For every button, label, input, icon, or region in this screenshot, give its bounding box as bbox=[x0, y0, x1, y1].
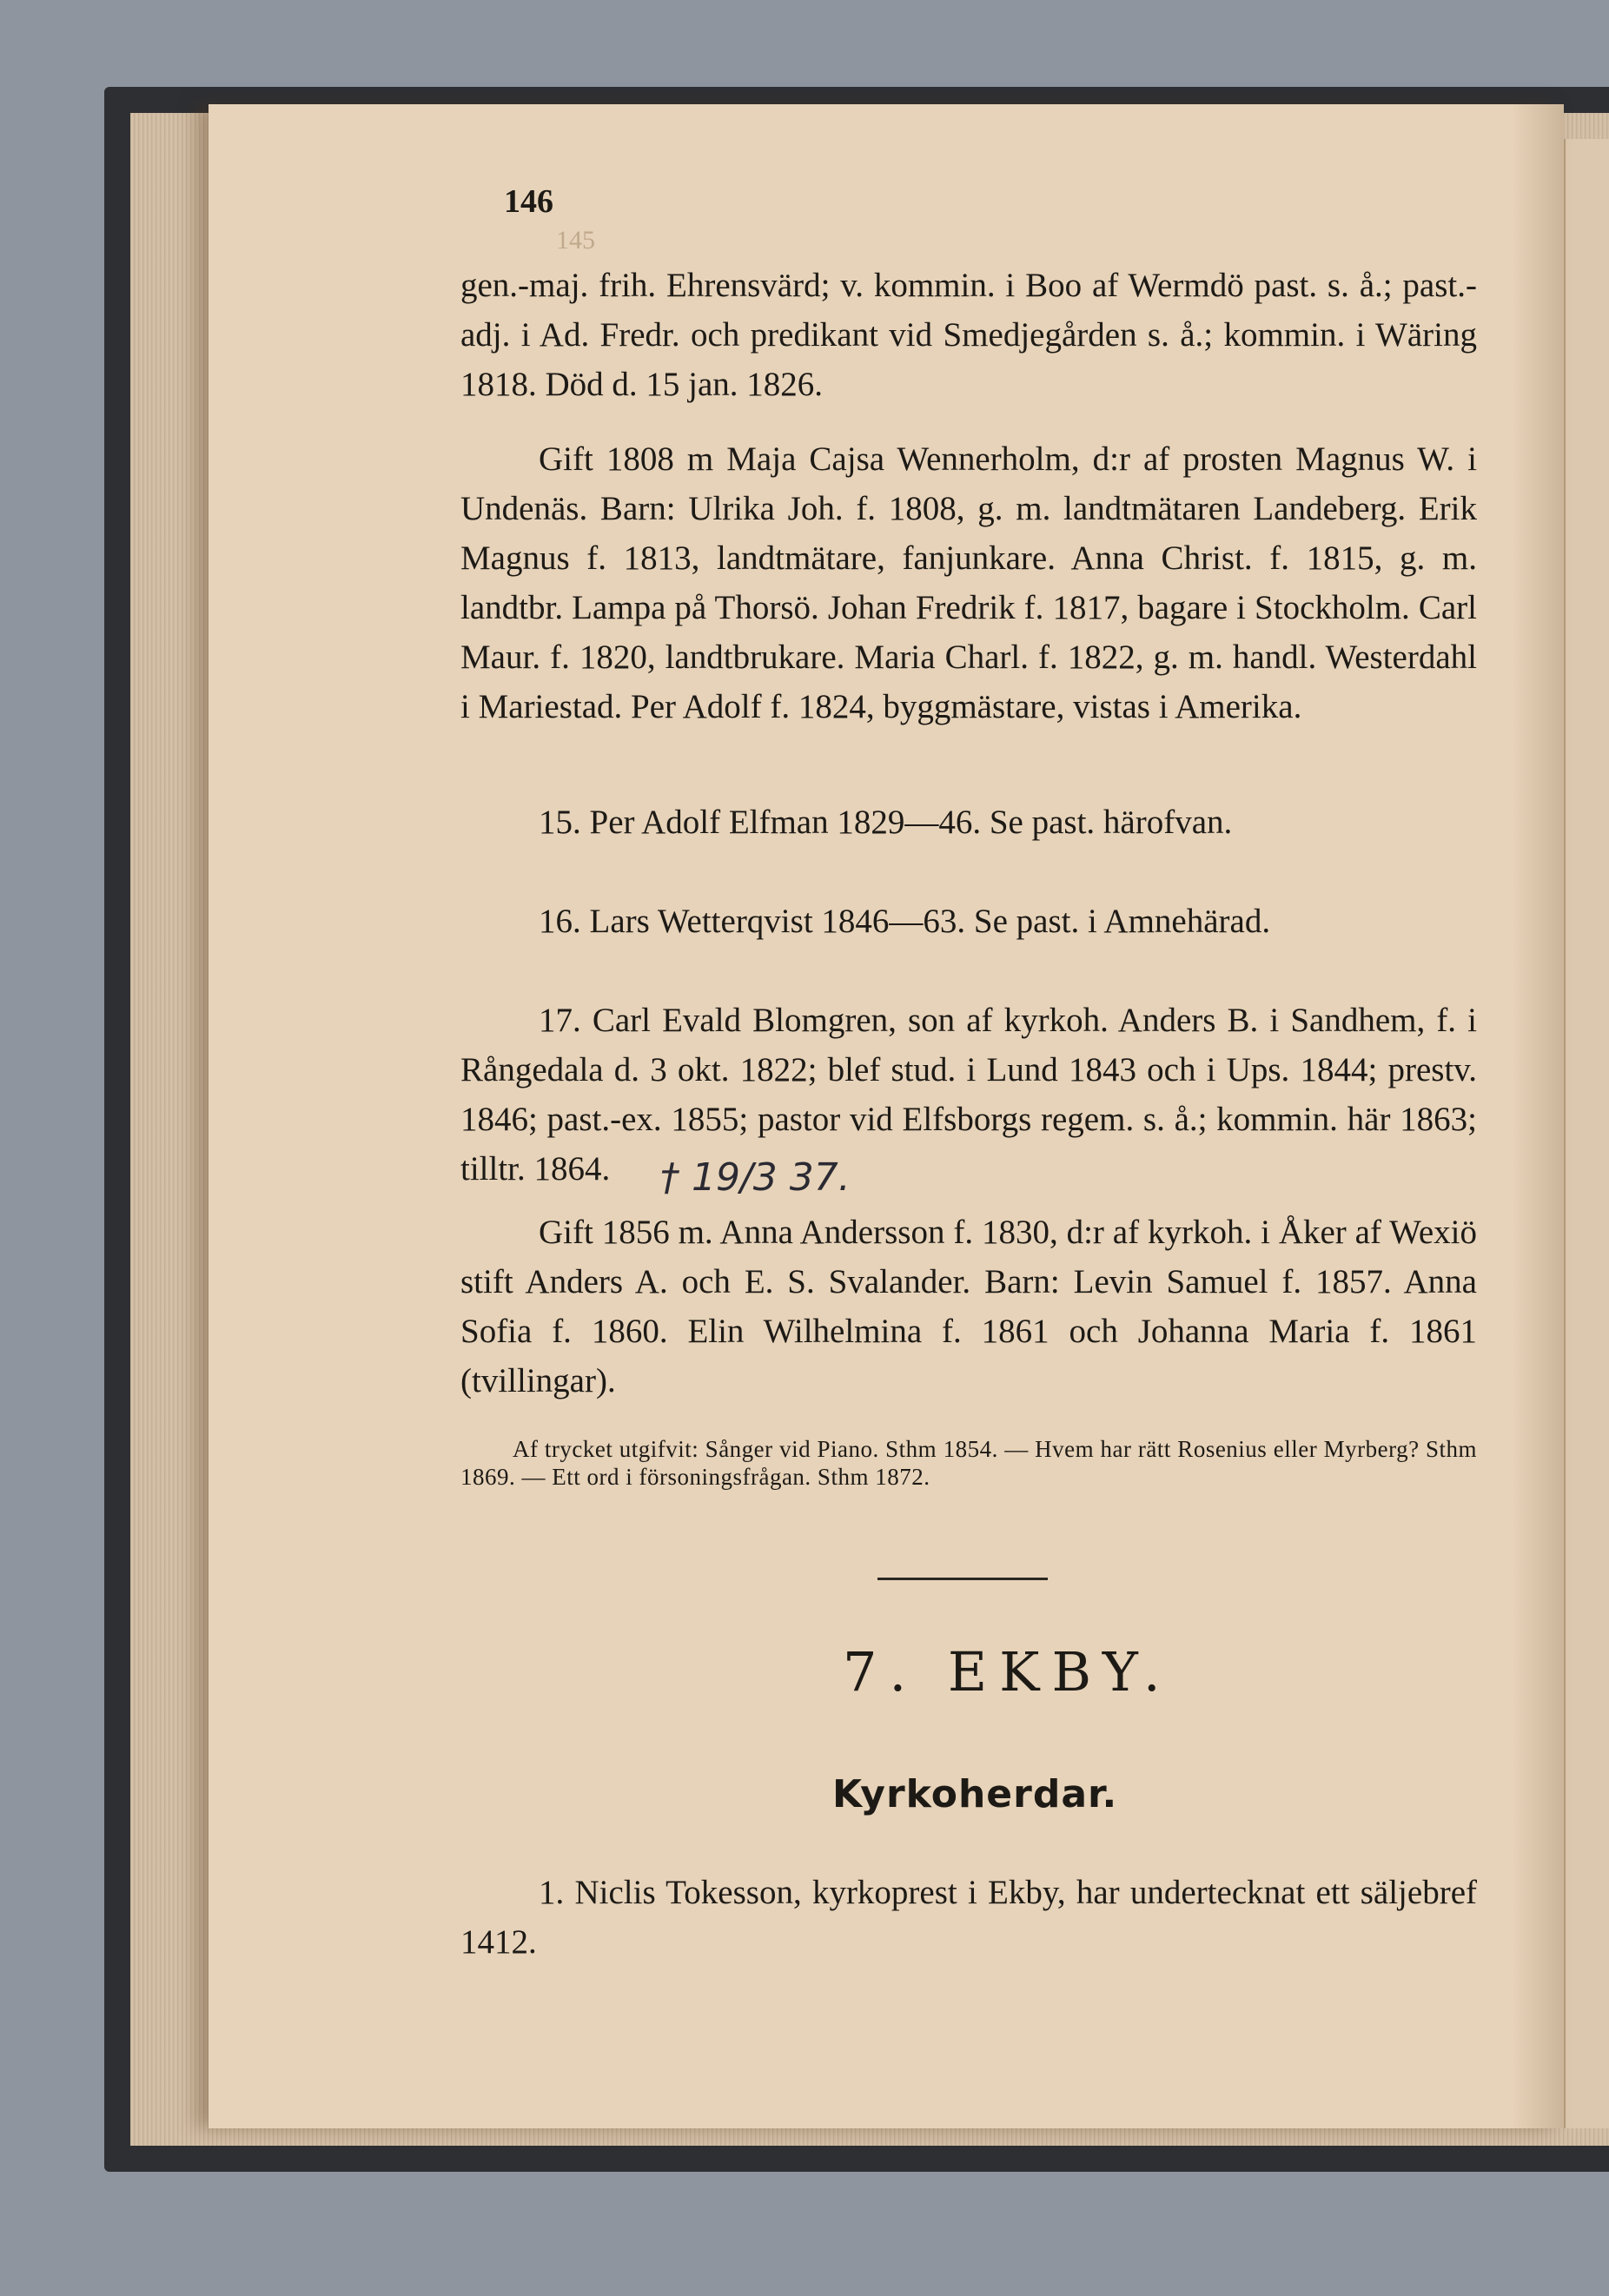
page-number-showthrough: 145 bbox=[556, 226, 595, 255]
bibliography-note bbox=[460, 1435, 1477, 1491]
subheading: Kyrkoherdar. bbox=[832, 1772, 1118, 1816]
paragraph-2-text: Gift 1808 m Maja Cajsa Wennerholm, d:r af prosten Magnus W. i Undenäs. Barn: Ulrika Joh. f. 1808, g. m. landtmätaren Landeberg. Erik Magnus f. 1813, landtmätare, fanjunkare. Anna Christ. f. 1815, g. m. landtbr. Lampa på Thorsö. Johan Fredrik f. 1817, bagare i Stockholm. Carl Maur. f. 1820, landtbrukare. Maria Charl. f. 1822, g. m. handl. Westerdahl i Mariestad. Per Adolf f. 1824, byggmästare, vistas i Amerika. bbox=[460, 440, 1477, 725]
paragraph-2 bbox=[460, 434, 1477, 731]
facing-page-edge bbox=[1564, 139, 1609, 2128]
paragraph-4-text: 16. Lars Wetterqvist 1846—63. Se past. i Amnehärad. bbox=[539, 903, 1271, 940]
paragraph-6-text: Gift 1856 m. Anna Andersson f. 1830, d:r af kyrkoh. i Åker af Wexiö stift Anders A. och E. S. Svalander. Barn: Levin Samuel f. 1857. Anna Sofia f. 1860. Elin Wilhelmina f. 1861 och Johanna Maria f. 1861 (tvillingar). bbox=[460, 1214, 1477, 1399]
paragraph-7 bbox=[460, 1868, 1477, 1967]
handwritten-annotation: † 19/3 37. bbox=[660, 1155, 851, 1200]
bibliography-note-text: Af trycket utgifvit: Sånger vid Piano. Sthm 1854. — Hvem har rätt Rosenius eller Myrberg? Sthm 1869. — Ett ord i försoningsfrågan. Sthm 1872. bbox=[460, 1436, 1477, 1490]
paragraph-1-text: gen.-maj. frih. Ehrensvärd; v. kommin. i Boo af Wermdö past. s. å.; past.-adj. i Ad. Fredr. och predikant vid Smedjegården s. å.; kommin. i Wäring 1818. Död d. 15 jan. 1826. bbox=[460, 267, 1477, 403]
paragraph-5 bbox=[460, 996, 1477, 1194]
page-number: 146 bbox=[504, 183, 553, 220]
paragraph-6 bbox=[460, 1208, 1477, 1406]
paragraph-4 bbox=[460, 897, 1477, 946]
paragraph-1 bbox=[460, 261, 1477, 409]
paragraph-3-text: 15. Per Adolf Elfman 1829—46. Se past. härofvan. bbox=[539, 804, 1233, 841]
paragraph-3 bbox=[460, 797, 1477, 847]
paragraph-5-text: 17. Carl Evald Blomgren, son af kyrkoh. Anders B. i Sandhem, f. i Rångedala d. 3 okt. 1822; blef stud. i Lund 1843 och i Ups. 1844; prestv. 1846; past.-ex. 1855; pastor vid Elfsborgs regem. s. å.; kommin. här 1863; tilltr. 1864. bbox=[460, 1002, 1477, 1188]
section-divider bbox=[877, 1578, 1048, 1580]
page-gutter-shade bbox=[1512, 104, 1564, 2128]
section-title: 7. EKBY. bbox=[843, 1640, 1173, 1704]
paragraph-7-text: 1. Niclis Tokesson, kyrkoprest i Ekby, har undertecknat ett säljebref 1412. bbox=[460, 1874, 1477, 1961]
